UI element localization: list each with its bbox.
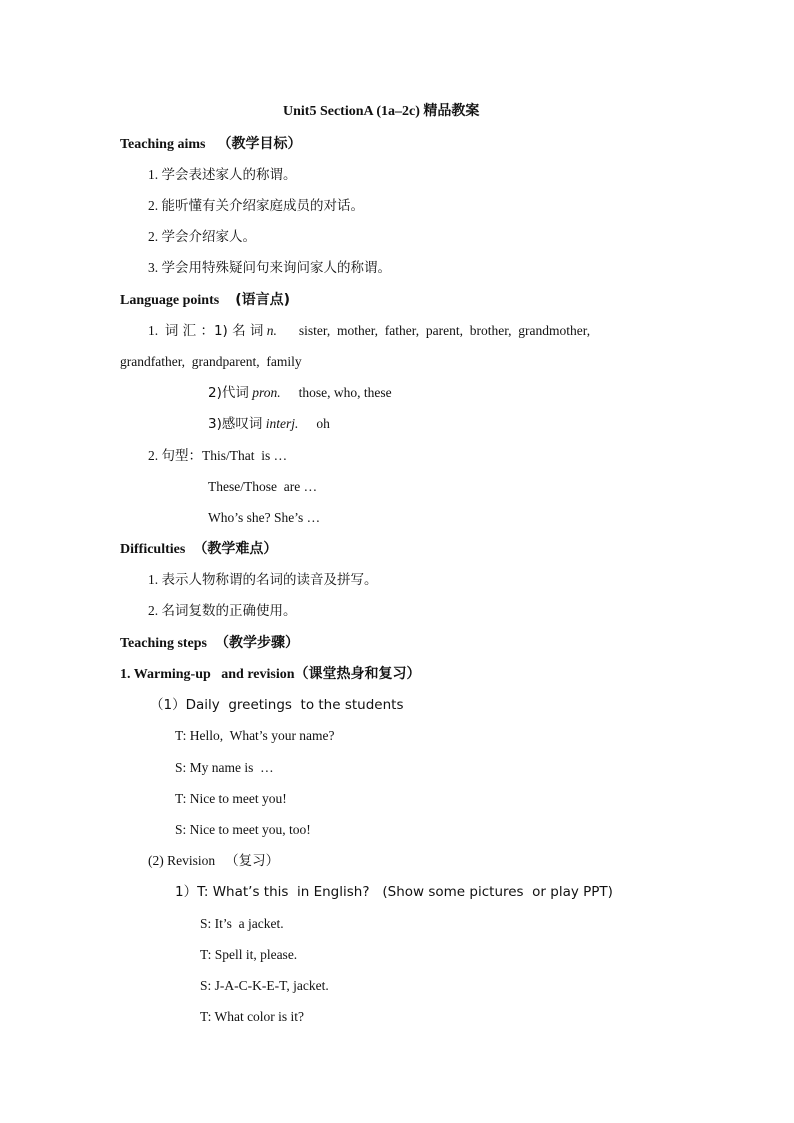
aims-item: [148, 166, 297, 184]
pattern-num: 2.: [148, 448, 159, 463]
dialogue-line: S: J-A-C-K-E-T, jacket.: [200, 978, 329, 993]
warmup-heading-cn: （课堂热身和复习）: [294, 666, 421, 682]
difficulty-item: [148, 602, 297, 620]
aims-item: [148, 197, 364, 215]
aims-item-num: 3.: [148, 260, 159, 275]
aims-item: [148, 259, 391, 277]
vocab-label: 词 汇 ：1) 名 词: [164, 323, 264, 339]
aims-heading-en: Teaching aims: [120, 137, 206, 152]
difficulties-heading-cn: （教学难点）: [193, 541, 278, 557]
steps-heading: [120, 634, 299, 653]
pron-label: 2)代词: [208, 385, 249, 401]
dialogue-line: T: What color is it?: [200, 1009, 305, 1024]
interj-words: oh: [316, 416, 330, 431]
page-title: Unit5 SectionA (1a–2c) 精品教案: [283, 104, 480, 119]
revision-first-line: [175, 883, 613, 901]
dialogue-line: T: Nice to meet you!: [175, 791, 287, 806]
pattern-1: This/That is …: [202, 448, 288, 463]
difficulty-item-num: 2.: [148, 603, 159, 618]
pron-words: those, who, these: [298, 385, 392, 400]
greet-label-text: （1）Daily greetings to the students: [150, 697, 404, 713]
vocab-pos: n.: [266, 323, 277, 338]
dialogue-line: T: Spell it, please.: [200, 947, 298, 962]
language-heading: [120, 291, 290, 310]
aims-item-text: 学会用特殊疑问句来询问家人的称谓。: [161, 260, 391, 276]
difficulties-heading-en: Difficulties: [120, 542, 186, 557]
aims-item-num: 2.: [148, 229, 159, 244]
pattern-3: Who’s she? She’s …: [208, 510, 321, 525]
revision-heading-en: (2) Revision: [148, 853, 216, 868]
dialogue-line: S: My name is …: [175, 760, 274, 775]
aims-item: [148, 228, 256, 246]
dialogue-line: S: It’s a jacket.: [200, 916, 284, 931]
vocab-num: 1.: [148, 323, 159, 338]
greet-label: [150, 696, 403, 714]
dialogue-line: S: Nice to meet you, too!: [175, 822, 311, 837]
interj-pos: interj.: [265, 416, 299, 431]
aims-item-text: 学会表述家人的称谓。: [161, 167, 297, 183]
difficulty-item-num: 1.: [148, 572, 159, 587]
steps-heading-en: Teaching steps: [120, 636, 208, 651]
aims-item-num: 2.: [148, 198, 159, 213]
aims-heading: [120, 135, 301, 154]
language-heading-en: Language points: [120, 293, 220, 308]
vocab-words-cont: grandfather, grandparent, family: [120, 354, 302, 369]
warmup-heading: [120, 665, 421, 684]
aims-heading-cn: （教学目标）: [217, 136, 302, 152]
aims-item-text: 能听懂有关介绍家庭成员的对话。: [161, 198, 364, 214]
pattern-2: These/Those are …: [208, 479, 318, 494]
revision-heading-cn: （复习）: [225, 853, 280, 869]
difficulty-item: [148, 571, 378, 589]
pron-pos: pron.: [252, 385, 281, 400]
aims-item-num: 1.: [148, 167, 159, 182]
revision-heading: [148, 852, 279, 870]
vocab-line: [148, 322, 590, 340]
warmup-heading-en: 1. Warming-up and revision: [120, 667, 295, 682]
dialogue-line: T: Hello, What’s your name?: [175, 728, 335, 743]
aims-item-text: 学会介绍家人。: [161, 229, 256, 245]
language-heading-cn: (语言点): [235, 292, 290, 308]
vocab-words: sister, mother, father, parent, brother, grandmother,: [298, 323, 591, 338]
pron-line: [208, 384, 392, 402]
pattern-line: [148, 447, 287, 465]
difficulty-item-text: 表示人物称谓的名词的读音及拼写。: [161, 572, 378, 588]
interj-label: 3)感叹词: [208, 416, 263, 432]
pattern-label: 句型：: [161, 448, 202, 464]
steps-heading-cn: （教学步骤）: [215, 635, 300, 651]
difficulties-heading: [120, 540, 277, 559]
revision-first-text: 1）T: What’s this in English? (Show some pictures or play PPT): [175, 884, 613, 900]
interj-line: [208, 415, 330, 433]
difficulty-item-text: 名词复数的正确使用。: [161, 603, 297, 619]
